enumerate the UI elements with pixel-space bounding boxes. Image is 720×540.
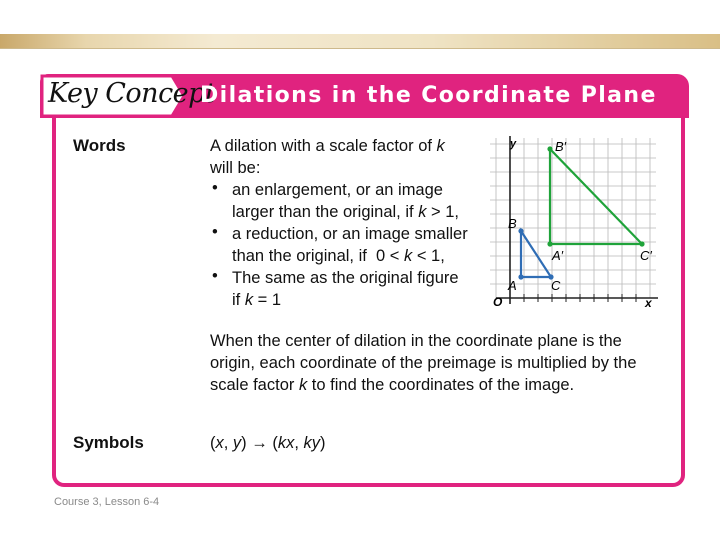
bullet-3-line-2: if k = 1 [232,291,282,309]
key-concept-tab-label: Key Concept [48,78,216,109]
decorative-top-rule [0,48,720,49]
image-point-a-prime [547,241,552,246]
paragraph-line-2: origin, each coordinate of the preimage is multiplied by the [210,354,637,372]
preimage-point-a [518,274,523,279]
label-c-prime: C′ [640,248,652,263]
dilation-graph [488,134,663,314]
paragraph-line-1: When the center of dilation in the coordinate plane is the [210,332,622,350]
bullet-3-marker: • [212,267,218,285]
bullet-3-line-1: The same as the original figure [232,269,459,287]
paragraph-line-3: scale factor k to find the coordinates of the image. [210,376,575,394]
symbols-label: Symbols [73,433,144,452]
y-axis-label: y [510,138,517,150]
label-a: A [508,278,517,293]
label-c: C [551,278,561,293]
label-b-prime: B′ [555,139,567,154]
preimage-point-b [518,228,523,233]
symbols-expression: (x, y) → (kx, ky) [210,434,326,452]
origin-label: O [493,295,503,309]
section-title: Dilations in the Coordinate Plane [200,83,657,108]
words-label: Words [73,136,126,155]
footer-course-lesson: Course 3, Lesson 6-4 [54,496,160,508]
image-triangle [550,149,642,244]
bullet-2-line-1: a reduction, or an image smaller [232,225,468,243]
label-b: B [508,216,517,231]
bullet-2-marker: • [212,223,218,241]
image-point-c-prime [639,241,644,246]
bullet-1-line-2: larger than the original, if k > 1, [232,203,460,221]
x-axis-label: x [645,296,652,310]
intro-line-1: A dilation with a scale factor of k [210,137,445,155]
image-point-b-prime [547,146,552,151]
bullet-1-line-1: an enlargement, or an image [232,181,443,199]
bullet-1-marker: • [212,179,218,197]
intro-line-2: will be: [210,159,261,177]
bullet-2-line-2: than the original, if 0 < k < 1, [232,247,445,265]
decorative-top-band [0,34,720,48]
label-a-prime: A′ [552,248,564,263]
